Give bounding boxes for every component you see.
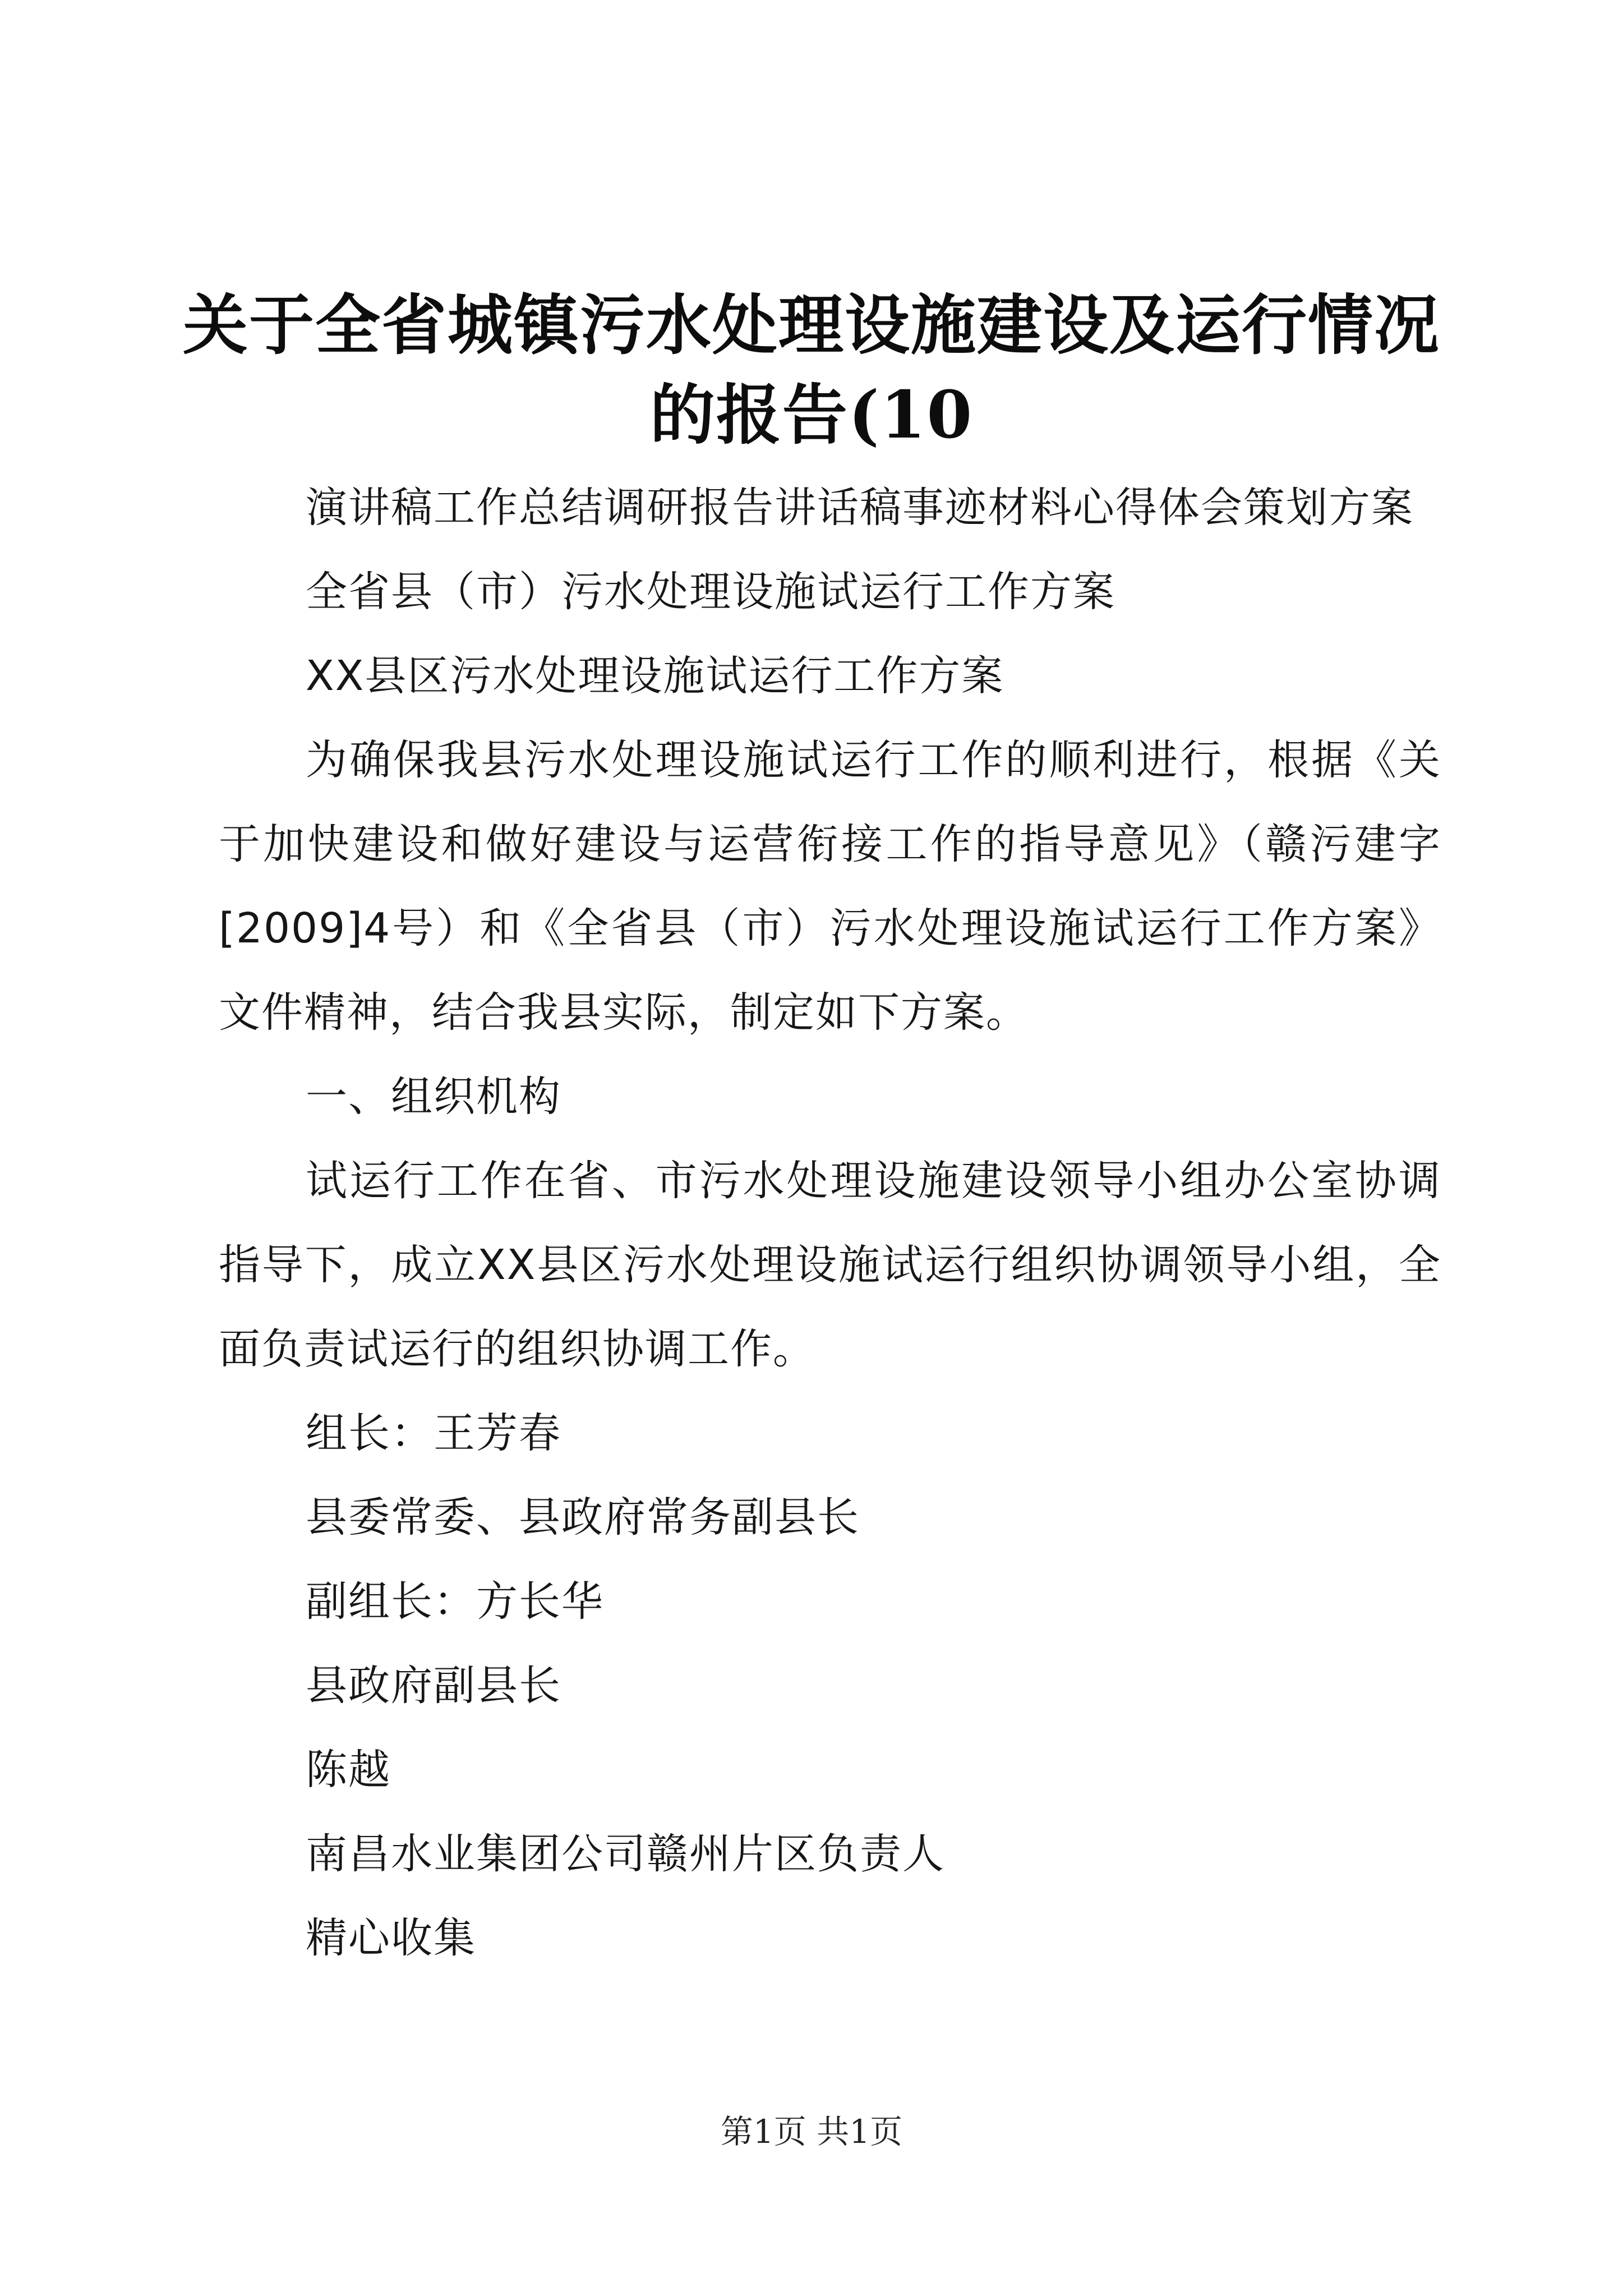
paragraph-deputy-leader: 副组长：方长华	[306, 1577, 604, 1626]
paragraph-member-position: 南昌水业集团公司赣州片区负责人	[306, 1830, 945, 1878]
paragraph-closing-note: 精心收集	[306, 1914, 476, 1962]
paragraph-plan-title-province: 全省县（市）污水处理设施试运行工作方案	[306, 568, 1115, 616]
paragraph-group-leader: 组长：王芳春	[306, 1409, 561, 1457]
paragraph-plan-title-county: XX县区污水处理设施试运行工作方案	[306, 652, 1004, 700]
document-body	[219, 466, 1441, 1980]
paragraph-introduction: 为确保我县污水处理设施试运行工作的顺利进行，根据《关于加快建设和做好建设与运营衔接工作的指导意见》（赣污建字[2009]4号）和《全省县（市）污水处理设施试运行工作方案》文件精神，结合我县实际，制定如下方案。	[219, 736, 1441, 1037]
paragraph-organization: 试运行工作在省、市污水处理设施建设领导小组办公室协调指导下，成立XX县区污水处理设施试运行组织协调领导小组，全面负责试运行的组织协调工作。	[219, 1157, 1441, 1373]
paragraph-deputy-leader-position: 县政府副县长	[306, 1662, 561, 1710]
page-footer: 第1页 共1页	[720, 2113, 903, 2151]
paragraph-group-leader-position: 县委常委、县政府常务副县长	[306, 1493, 860, 1542]
section-heading-organization: 一、组织机构	[306, 1073, 561, 1121]
document-title: 关于全省城镇污水处理设施建设及运行情况的报告(10	[183, 287, 1440, 453]
paragraph-member-name: 陈越	[306, 1746, 391, 1794]
paragraph-category-list: 演讲稿工作总结调研报告讲话稿事迹材料心得体会策划方案	[306, 484, 1414, 532]
